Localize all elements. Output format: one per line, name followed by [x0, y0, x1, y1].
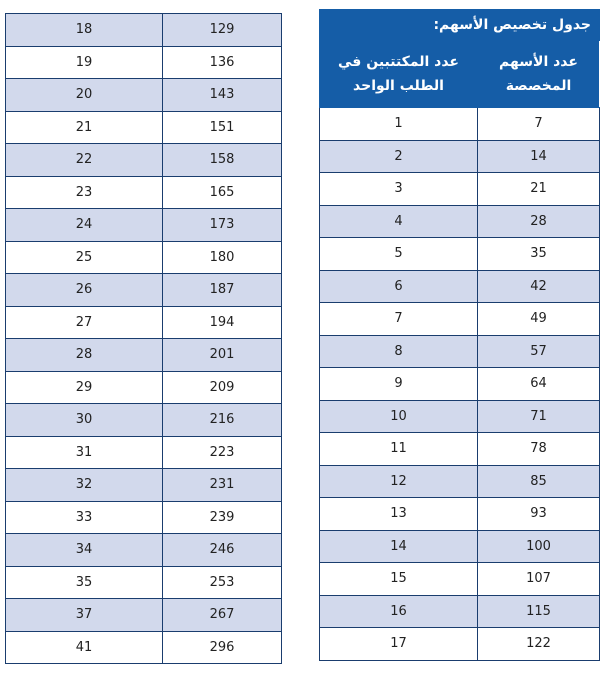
- shares-cell: 49: [478, 303, 600, 336]
- allocation-table-body: [320, 108, 600, 661]
- table-row: [320, 108, 600, 141]
- shares-cell: 180: [163, 241, 282, 274]
- table-row: [6, 599, 282, 632]
- table-row: [6, 371, 282, 404]
- applicants-cell: 11: [320, 433, 478, 466]
- shares-cell: 253: [163, 566, 282, 599]
- applicants-cell: 12: [320, 465, 478, 498]
- table-row: [320, 433, 600, 466]
- shares-header-line1: عدد الأسهم: [499, 54, 578, 70]
- shares-cell: 158: [163, 144, 282, 177]
- shares-cell: 201: [163, 339, 282, 372]
- applicants-cell: 26: [6, 274, 163, 307]
- shares-cell: 64: [478, 368, 600, 401]
- applicants-cell: 24: [6, 209, 163, 242]
- table-row: [6, 501, 282, 534]
- applicants-cell: 29: [6, 371, 163, 404]
- table-row: [6, 144, 282, 177]
- table-row: [320, 335, 600, 368]
- shares-cell: 143: [163, 79, 282, 112]
- applicants-cell: 7: [320, 303, 478, 336]
- applicants-cell: 35: [6, 566, 163, 599]
- shares-cell: 209: [163, 371, 282, 404]
- shares-cell: 42: [478, 270, 600, 303]
- table-title: جدول تخصيص الأسهم:: [320, 10, 600, 41]
- applicants-cell: 16: [320, 595, 478, 628]
- shares-cell: 71: [478, 400, 600, 433]
- shares-cell: 239: [163, 501, 282, 534]
- applicants-cell: 22: [6, 144, 163, 177]
- allocation-table-continued-body: [6, 14, 282, 664]
- applicants-cell: 2: [320, 140, 478, 173]
- table-row: [320, 465, 600, 498]
- shares-cell: 165: [163, 176, 282, 209]
- table-row: [320, 173, 600, 206]
- table-row: [320, 400, 600, 433]
- table-row: [6, 631, 282, 664]
- applicants-cell: 23: [6, 176, 163, 209]
- applicants-cell: 41: [6, 631, 163, 664]
- shares-cell: 28: [478, 205, 600, 238]
- table-row: [6, 404, 282, 437]
- shares-cell: 151: [163, 111, 282, 144]
- applicants-cell: 8: [320, 335, 478, 368]
- applicants-cell: 28: [6, 339, 163, 372]
- applicants-cell: 14: [320, 530, 478, 563]
- shares-cell: 187: [163, 274, 282, 307]
- applicants-cell: 1: [320, 108, 478, 141]
- applicants-cell: 10: [320, 400, 478, 433]
- shares-cell: 216: [163, 404, 282, 437]
- shares-cell: 35: [478, 238, 600, 271]
- table-row: [6, 241, 282, 274]
- table-row: [6, 176, 282, 209]
- table-row: [320, 530, 600, 563]
- applicants-cell: 13: [320, 498, 478, 531]
- table-row: [6, 14, 282, 47]
- applicants-cell: 34: [6, 534, 163, 567]
- applicants-cell: 37: [6, 599, 163, 632]
- shares-cell: 129: [163, 14, 282, 47]
- applicants-cell: 32: [6, 469, 163, 502]
- shares-cell: 194: [163, 306, 282, 339]
- table-row: [320, 368, 600, 401]
- applicants-cell: 5: [320, 238, 478, 271]
- table-row: [320, 595, 600, 628]
- shares-cell: 231: [163, 469, 282, 502]
- table-row: [320, 270, 600, 303]
- table-row: [320, 563, 600, 596]
- applicants-column-header: [320, 41, 478, 108]
- table-row: [6, 79, 282, 112]
- applicants-cell: 33: [6, 501, 163, 534]
- shares-cell: 21: [478, 173, 600, 206]
- shares-header-line2: المخصصة: [505, 78, 572, 94]
- shares-cell: 122: [478, 628, 600, 661]
- applicants-header-line2: الطلب الواحد: [353, 78, 444, 94]
- shares-cell: 173: [163, 209, 282, 242]
- shares-cell: 57: [478, 335, 600, 368]
- shares-cell: 7: [478, 108, 600, 141]
- table-row: [320, 498, 600, 531]
- applicants-cell: 31: [6, 436, 163, 469]
- shares-cell: 136: [163, 46, 282, 79]
- applicants-cell: 17: [320, 628, 478, 661]
- table-row: [6, 469, 282, 502]
- table-row: [320, 140, 600, 173]
- applicants-cell: 9: [320, 368, 478, 401]
- table-row: [320, 303, 600, 336]
- table-row: [6, 534, 282, 567]
- shares-cell: 14: [478, 140, 600, 173]
- applicants-cell: 27: [6, 306, 163, 339]
- applicants-header-line1: عدد المكتتبين في: [338, 54, 459, 70]
- applicants-cell: 25: [6, 241, 163, 274]
- applicants-cell: 3: [320, 173, 478, 206]
- allocation-table-continued: [5, 13, 282, 664]
- shares-cell: 93: [478, 498, 600, 531]
- table-row: [6, 436, 282, 469]
- table-row: [320, 205, 600, 238]
- shares-cell: 107: [478, 563, 600, 596]
- table-row: [320, 238, 600, 271]
- shares-cell: 246: [163, 534, 282, 567]
- applicants-cell: 18: [6, 14, 163, 47]
- table-row: [6, 306, 282, 339]
- shares-cell: 100: [478, 530, 600, 563]
- applicants-cell: 4: [320, 205, 478, 238]
- allocation-table: [319, 9, 600, 661]
- shares-cell: 296: [163, 631, 282, 664]
- table-row: [6, 566, 282, 599]
- table-row: [320, 628, 600, 661]
- shares-column-header: [478, 41, 600, 108]
- table-row: [6, 46, 282, 79]
- shares-cell: 115: [478, 595, 600, 628]
- shares-cell: 223: [163, 436, 282, 469]
- table-row: [6, 209, 282, 242]
- applicants-cell: 21: [6, 111, 163, 144]
- table-row: [6, 339, 282, 372]
- shares-cell: 267: [163, 599, 282, 632]
- applicants-cell: 19: [6, 46, 163, 79]
- applicants-cell: 20: [6, 79, 163, 112]
- shares-cell: 85: [478, 465, 600, 498]
- applicants-cell: 15: [320, 563, 478, 596]
- applicants-cell: 30: [6, 404, 163, 437]
- shares-cell: 78: [478, 433, 600, 466]
- table-row: [6, 111, 282, 144]
- table-row: [6, 274, 282, 307]
- applicants-cell: 6: [320, 270, 478, 303]
